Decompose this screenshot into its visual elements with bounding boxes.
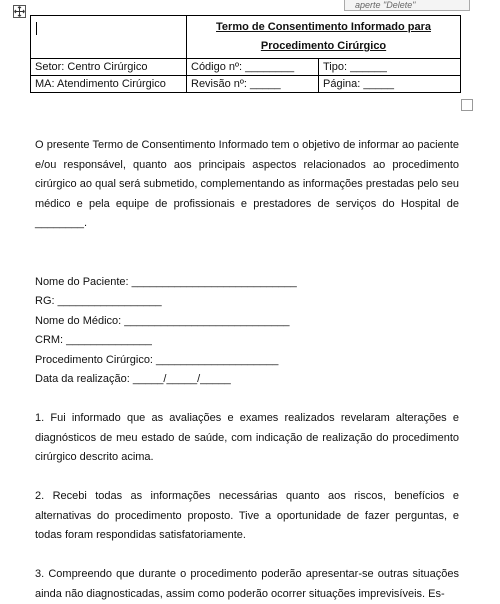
item-paragraph-3: 3. Compreendo que durante o procedimento poderão apresentar-se outras situações ainda não diagnosticadas, assim como poderão ocorrer situações imprevisíveis. Es- [35,568,459,600]
table-resize-handle[interactable] [461,99,473,111]
table-move-handle-icon[interactable] [13,5,26,18]
item-paragraph-1: 1. Fui informado que as avaliações e exames realizados revelaram alterações e diagnósticos de meu estado de saúde, com indicação de realização do procedimento cirúrgico descrito acima. [35,412,459,463]
item-paragraph-2: 2. Recebi todas as informações necessárias quanto aos riscos, benefícios e alternativas do procedimento proposto. Tive a oportunidade de fazer perguntas, e todas foram respondidas satisfatoriamente. [35,490,459,541]
date-field: Data da realização: _____/_____/_____ [35,373,231,385]
sector-label: Setor: Centro Cirúrgico [31,59,187,76]
type-label: Tipo: ______ [319,59,461,76]
document-title: Termo de Consentimento Informado para Procedimento Cirúrgico [187,16,461,59]
ma-label: MA: Atendimento Cirúrgico [31,76,187,93]
document-header-table [30,15,461,93]
text-cursor [36,22,37,35]
procedure-field: Procedimento Cirúrgico: ____________________ [35,353,279,366]
logo-cell[interactable] [31,16,187,59]
delete-hint-tooltip: aperte "Delete" [344,0,470,11]
document-body[interactable] [35,136,459,604]
intro-paragraph: O presente Termo de Consentimento Informado tem o objetivo de informar ao paciente e/ou responsável, quanto aos principais aspectos relacionados ao procedimento cirúrgico ao qual será submetido, complementando as informações prestadas pelo seu médico e pela equipe de profissionais e prestadores de serviços do Hospital de ________. [35,139,459,229]
code-label: Código nº: ________ [187,59,319,76]
crm-field: CRM: ______________ [35,334,152,346]
patient-name-field: Nome do Paciente: ___________________________ [35,275,297,288]
doctor-name-field: Nome do Médico: ___________________________ [35,314,290,327]
revision-label: Revisão nº: _____ [187,76,319,93]
rg-field: RG: _________________ [35,295,162,307]
page-label: Página: _____ [319,76,461,93]
